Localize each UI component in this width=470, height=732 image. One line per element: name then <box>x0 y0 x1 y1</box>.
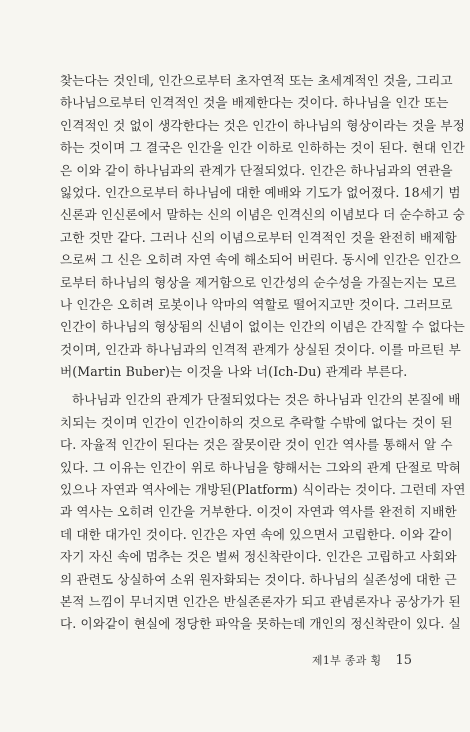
body-text <box>60 70 466 636</box>
running-footer-section: 제1부 종과 횡 <box>311 654 382 667</box>
text-line: 버(Martin Buber)는 이것을 나와 너(Ich-Du) 관계라 부른다. <box>60 364 408 380</box>
text-line: 인격적인 것 없이 생각한다는 것은 인간이 하나님의 형상이라는 것을 부정 <box>60 117 465 133</box>
text-line: 치되는 것이며 인간이 인간이하의 것으로 추락할 수밖에 없다는 것이 된 <box>60 414 453 430</box>
text-line: 찾는다는 것인데, 인간으로부터 초자연적 또는 초세계적인 것을, 그리고 <box>60 73 453 88</box>
text-line: 하나님으로부터 인격적인 것을 배제한다는 것이다. 하나님을 인간 또는 <box>60 95 449 111</box>
text-line: 하나님과 인간의 관계가 단절되었다는 것은 하나님과 인간의 본질에 배 <box>72 392 461 408</box>
text-line: 데 대한 대가인 것이다. 인간은 자연 속에 있으면서 고립한다. 이와 같이 <box>60 526 453 542</box>
text-line: 다. 자율적 인간이 된다는 것은 잘못이란 것이 인간 역사를 통해서 알 수 <box>60 437 453 453</box>
text-line: 인간이 하나님의 형상됨의 신념이 없이는 인간의 이념은 간직할 수 없다는 <box>60 319 465 335</box>
text-line: 것이며, 인간과 하나님과의 인격적 관계가 상실된 것이다. 이를 마르틴 부 <box>60 341 461 357</box>
text-line: 로부터 하나님의 형상을 제거함으로 인간성의 순수성을 가질는지는 모르 <box>60 274 457 290</box>
text-line: 본적 느낌이 무너지면 인간은 반실존론자가 되고 관념론자나 공상가가 된 <box>60 593 461 609</box>
text-line: 신론과 인신론에서 말하는 신의 이념은 인격신의 이념보다 더 순수하고 숭 <box>60 207 465 223</box>
text-line: 잃었다. 인간으로부터 하나님에 대한 예배와 기도가 없어졌다. 18세기 범 <box>60 184 461 200</box>
text-line: 고한 것만 같다. 그러나 신의 이념으로부터 인격적인 것을 완전히 배제함 <box>60 229 457 245</box>
text-line: 다. 이와같이 현실에 정당한 파악을 못하는데 개인의 정신착란이 있다. 실 <box>60 616 461 632</box>
text-line: 하는 것이며 그 결국은 인간을 인간 이하로 인하하는 것이 된다. 현대 인간 <box>60 140 465 156</box>
text-line: 있으나 자연과 역사에는 개방된(Platform) 식이라는 것이다. 그런데 자연 <box>60 482 466 498</box>
text-line: 나 인간은 오히려 로봇이나 악마의 역할로 떨어지고만 것이다. 그러므로 <box>60 296 453 312</box>
page-number: 15 <box>395 653 412 668</box>
text-line: 자기 자신 속에 멈추는 것은 벌써 정신착란이다. 인간은 고립하고 사회와 <box>60 549 457 565</box>
text-line: 으로써 그 신은 오히려 자연 속에 해소되어 버린다. 동시에 인간은 인간으 <box>60 252 461 268</box>
text-line: 의 관련도 상실하여 소위 원자화되는 것이다. 하나님의 실존성에 대한 근 <box>60 571 457 587</box>
text-line: 과 역사는 오히려 인간을 거부한다. 이것이 자연과 역사를 완전히 지배한 <box>60 504 457 520</box>
paragraph-2 <box>60 389 466 635</box>
text-line: 은 이와 같이 하나님과의 관계가 단절되었다. 인간은 하나님과의 연관을 <box>60 162 453 178</box>
paragraph-1 <box>60 70 465 383</box>
text-line: 있다. 그 이유는 인간이 위로 하나님을 향해서는 그와의 관계 단절로 막혀 <box>60 459 461 475</box>
page-footer <box>60 652 412 668</box>
